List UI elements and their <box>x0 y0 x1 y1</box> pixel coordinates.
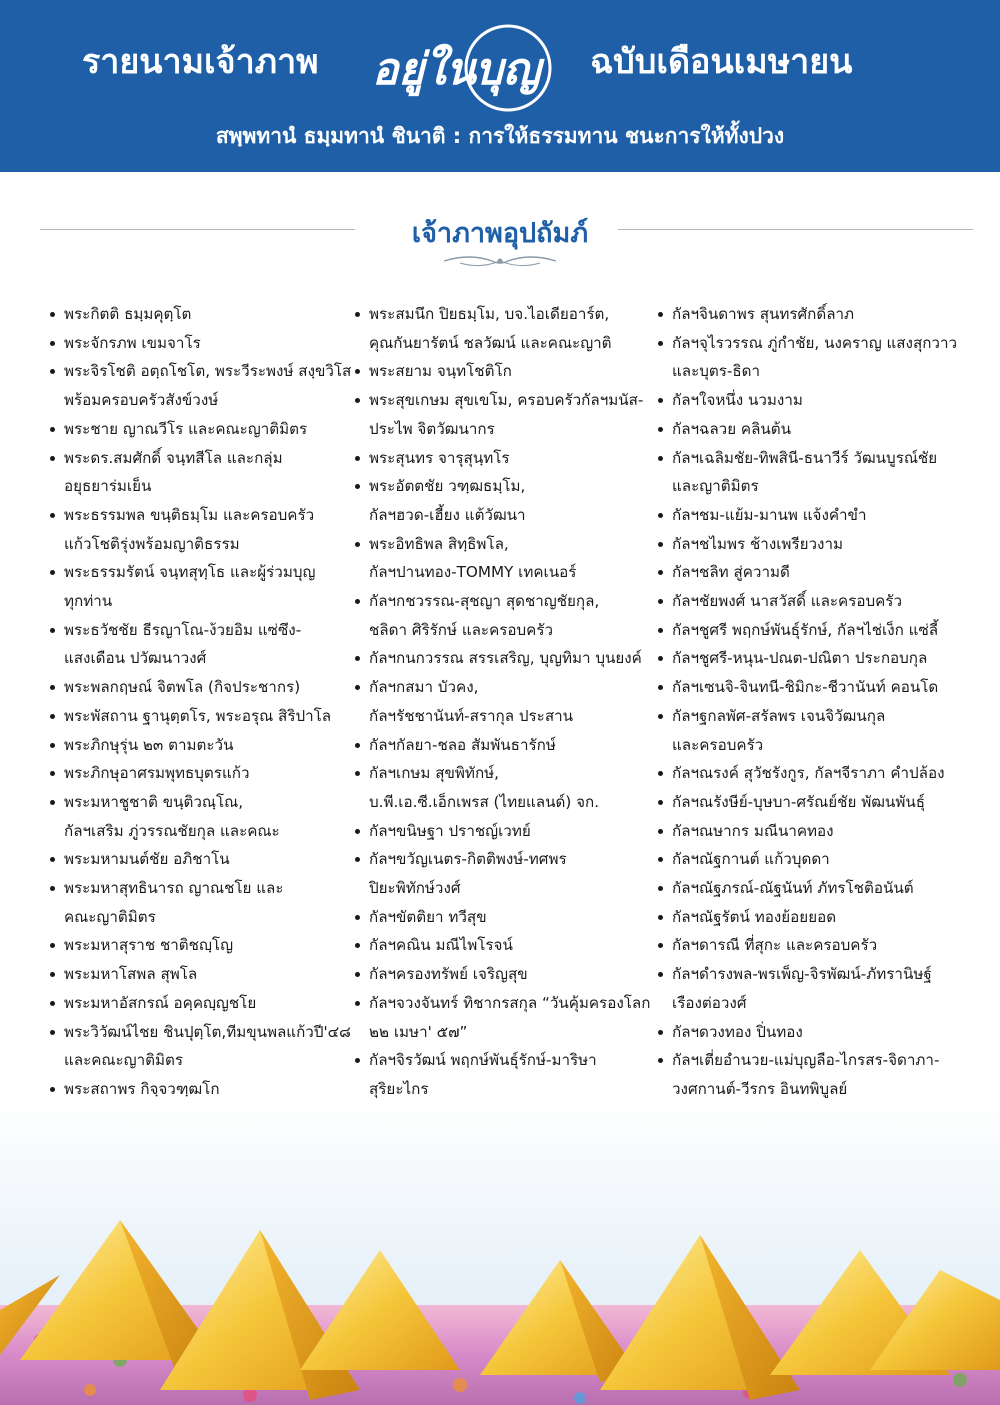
sponsor-entry-line: พระกิตติ ธมฺมคุตฺโต <box>64 305 192 323</box>
sponsor-entry <box>50 616 350 673</box>
sponsor-entry-line: กัลฯเฉลิมชัย-ทิพสินี-ธนาวีร์ วัฒนบูรณ์ชัย <box>672 448 938 467</box>
sponsor-entry-line: กัลฯขนิษฐา ปราชญ์เวทย์ <box>369 821 531 840</box>
sponsor-entry <box>50 845 350 874</box>
sponsor-entry-line: พระธรรมรัตน์ จนฺทสุทฺโธ และผู้ร่วมบุญ <box>64 563 316 582</box>
sponsor-entry-line: พระดร.สมศักดิ์ จนฺทสีโล และกลุ่ม <box>64 448 283 467</box>
svg-text:อยู่ใน: อยู่ใน <box>372 44 476 95</box>
sponsor-entry-line: กัลฯชัยพงศ์ นาสวัสดิ์ และครอบครัว <box>672 592 902 611</box>
sponsor-entry-line: พระมหาโสพล สุพโล <box>64 965 198 984</box>
sponsor-entry-line: พระสยาม จนฺทโชติโก <box>369 362 512 381</box>
sponsor-entry-line: กัลฯฐกลพัศ-สรัลพร เจนจิวัฒนกุล <box>672 706 886 725</box>
sponsor-entry-line: พระภิกษุรุ่น ๒๓ ตามตะวัน <box>64 735 234 754</box>
logo-icon <box>360 18 580 118</box>
sponsor-entry <box>355 300 655 357</box>
sponsor-entry <box>50 702 350 731</box>
sponsor-entry-line: ชลิดา ศิริรักษ์ และครอบครัว <box>369 620 554 639</box>
sponsor-entry-line: พระธรรมพล ขนฺติธมฺโม และครอบครัว <box>64 505 315 524</box>
sponsor-entry-line: พระชาย ญาณวีโร และคณะญาติมิตร <box>64 419 308 438</box>
sponsor-entry <box>658 1046 993 1103</box>
sponsor-entry <box>658 444 993 501</box>
header-title-right: ฉบับเดือนเมษายน <box>590 42 853 82</box>
sponsor-entry <box>658 788 993 817</box>
sponsor-entry-line: กัลฯกสมา บัวคง, <box>369 678 479 697</box>
sponsor-entry-line: พระพลกฤษณ์ จิตพโล (กิจประชากร) <box>64 678 301 697</box>
sponsor-entry-line: ทุกท่าน <box>64 592 113 611</box>
sponsor-entry-line: สุริยะไกร <box>369 1079 429 1098</box>
sponsor-entry <box>658 501 993 530</box>
sponsor-entry-line: พร้อมครอบครัวสังข์วงษ์ <box>64 391 219 410</box>
sponsor-entry-line: เรืองต่อวงศ์ <box>672 993 747 1012</box>
sponsor-entry <box>50 874 350 931</box>
sponsor-entry <box>355 644 655 673</box>
sponsor-entry <box>355 673 655 730</box>
sponsor-entry-line: กัลฯเกษม สุขพิทักษ์, <box>369 764 499 783</box>
sponsor-entry <box>355 960 655 989</box>
sponsor-entry-line: พระอิทธิพล สิทฺธิพโล, <box>369 534 509 553</box>
sponsor-entry <box>50 357 350 414</box>
sponsor-entry-line: พระสุขเกษม สุขเขโม, ครอบครัวกัลฯมนัส- <box>369 391 644 410</box>
sponsor-entry-line: พระวิวัฒน์ไชย ชินปุตฺโต,ทีมขุนพลแก้วปี'๔๘ <box>64 1022 351 1041</box>
sponsor-entry-line: วงศกานต์-วีรกร อินทพิบูลย์ <box>672 1079 848 1098</box>
ornament-icon <box>440 251 560 271</box>
sponsor-entry-line: แก้วโชติรุ่งพร้อมญาติธรรม <box>64 534 240 553</box>
sponsor-entry-line: กัลฯปานทอง-TOMMY เทคเนอร์ <box>369 563 577 582</box>
sponsor-entry-line: กัลฯคณิน มณีไพโรจน์ <box>369 936 513 955</box>
sponsor-entry-line: พระมหาสุราช ชาติชญฺโญ <box>64 936 234 955</box>
sponsor-entry-line: พระภิกษุอาศรมพุทธบุตรแก้ว <box>64 764 250 783</box>
sponsor-entry <box>658 558 993 587</box>
sponsor-entry <box>50 759 350 788</box>
sponsor-entry-line: กัลฯณัฐภรณ์-ณัฐนันท์ ภัทรโชติอนันต์ <box>672 879 914 898</box>
sponsor-entry <box>658 903 993 932</box>
sponsor-entry-line: พระสมนึก ปิยธมฺโม, บจ.ไอเดียอาร์ต, <box>369 305 610 323</box>
sponsor-entry <box>50 444 350 501</box>
sponsor-entry <box>658 644 993 673</box>
sponsor-entry-line: กัลฯกชวรรณ-สุชญา สุดชาญชัยกุล, <box>369 592 600 611</box>
sponsor-entry <box>355 731 655 760</box>
svg-text:บุญ: บุญ <box>475 44 541 95</box>
sponsor-entry <box>50 731 350 760</box>
sponsor-entry-line: พระมหาอัสกรณ์ อคฺคญฺญชโย <box>64 993 257 1012</box>
sponsor-entry-line: กัลฯชูศรี พฤกษ์พันธุ์รักษ์, กัลฯไช่เง็ก แซ่ลี้ <box>672 620 939 639</box>
sponsor-entry-line: พระสถาพร กิจฺจวฑฺฒโก <box>64 1079 220 1098</box>
sponsor-entry-line: กัลฯฉลวย คลินต้น <box>672 419 792 438</box>
sponsor-entry <box>50 989 350 1018</box>
sponsor-entry-line: พระมหาชูชาติ ขนฺติวณฺโณ, <box>64 792 244 811</box>
sponsor-entry-line: กัลฯเตี่ยอำนวย-แม่บุญลือ-ไกรสร-จิดาภา- <box>672 1051 940 1070</box>
sponsor-entry <box>658 817 993 846</box>
sponsor-entry <box>658 874 993 903</box>
sponsor-entry-line: กัลฯจินดาพร สุนทรศักดิ์ลาภ <box>672 305 855 323</box>
sponsor-entry <box>355 444 655 473</box>
sponsor-entry <box>355 1046 655 1103</box>
sponsor-entry-line: พระอัตตชัย วฑฺฒธมฺโม, <box>369 477 526 496</box>
sponsor-entry-line: กัลฯชลิท สู่ความดี <box>672 563 790 582</box>
sponsor-entry <box>50 960 350 989</box>
sponsor-entry <box>355 817 655 846</box>
sponsor-entry-line: กัลฯขวัญเนตร-กิตติพงษ์-ทศพร <box>369 850 567 869</box>
sponsor-entry <box>658 1018 993 1047</box>
sponsor-entry <box>355 845 655 902</box>
sponsor-entry <box>355 931 655 960</box>
sponsor-entry-line: กัลฯชูศรี-หนุน-ปณต-ปณิตา ประกอบกุล <box>672 649 928 668</box>
sponsor-entry-line: กัลฯดารณี ที่สุกะ และครอบครัว <box>672 936 878 955</box>
sponsor-entry-line: และบุตร-ธิดา <box>672 362 761 381</box>
sponsor-entry-line: ปิยะพิทักษ์วงศ์ <box>369 879 461 898</box>
sponsor-entry <box>50 1018 350 1075</box>
sponsor-entry <box>658 931 993 960</box>
sponsor-entry <box>658 616 993 645</box>
sponsor-entry <box>355 472 655 529</box>
sponsor-entry <box>658 845 993 874</box>
sponsor-entry-line: กัลฯใจหนึ่ง นวมงาม <box>672 391 803 410</box>
sponsor-list-column-1 <box>50 300 350 1104</box>
sponsor-entry <box>50 558 350 615</box>
sponsor-entry-line: กัลฯครองทรัพย์ เจริญสุข <box>369 965 528 984</box>
sponsor-entry <box>50 329 350 358</box>
sponsor-entry-line: กัลฯจวงจันทร์ ทิชากรสกุล “วันคุ้มครองโลก <box>369 993 651 1012</box>
sponsor-entry <box>50 788 350 845</box>
sponsor-entry <box>658 300 993 329</box>
sponsor-list-column-2 <box>355 300 655 1104</box>
sponsor-entry-line: อยุธยาร่มเย็น <box>64 477 152 496</box>
sponsor-entry <box>658 702 993 759</box>
sponsor-entry <box>658 673 993 702</box>
sponsor-entry-line: กัลฯกัลยา-ชลอ สัมพันธารักษ์ <box>369 735 556 754</box>
section-title: เจ้าภาพอุปถัมภ์ <box>411 218 589 249</box>
sponsor-entry-line: กัลฯชม-แย้ม-มานพ แจ้งคำขำ <box>672 505 867 524</box>
sponsor-entry-line: ๒๒ เมษา' ๕๗” <box>369 1022 468 1041</box>
sponsor-entry-line: และครอบครัว <box>672 735 764 754</box>
sponsor-entry <box>50 300 350 329</box>
sponsor-entry <box>50 415 350 444</box>
sponsor-entry-line: และญาติมิตร <box>672 477 759 496</box>
sponsor-entry <box>355 530 655 587</box>
sponsor-entry <box>658 759 993 788</box>
sponsor-entry-line: พระสุนทร จารุสุนฺทโร <box>369 448 510 467</box>
sponsor-entry-line: พระจักรภพ เขมจาโร <box>64 333 201 352</box>
sponsor-entry <box>658 415 993 444</box>
sponsor-entry-line: แสงเดือน ปวัฒนาวงศ์ <box>64 649 207 668</box>
sponsor-entry-line: กัลฯณัฐรัตน์ ทองย้อยยอด <box>672 907 837 926</box>
sponsor-entry-line: พระมหามนต์ชัย อภิชาโน <box>64 850 230 869</box>
sponsor-entry <box>658 530 993 559</box>
sponsor-entry-line: กัลฯฮวด-เฮี้ยง แต้วัฒนา <box>369 505 526 524</box>
sponsor-entry-line: กัลฯเสริม ภู่วรรณชัยกุล และคณะ <box>64 821 280 840</box>
sponsor-entry <box>658 386 993 415</box>
sponsor-entry <box>658 329 993 386</box>
sponsor-entry-line: กัลฯดำรงพล-พรเพ็ญ-จิรพัฒน์-ภัทรานิษฐ์ <box>672 965 932 984</box>
sponsor-entry <box>50 501 350 558</box>
sponsor-entry-line: กัลฯดวงทอง ปิ่นทอง <box>672 1022 803 1041</box>
sponsor-entry <box>50 931 350 960</box>
sponsor-entry <box>355 989 655 1046</box>
sponsor-entry <box>355 357 655 386</box>
sponsor-entry <box>355 587 655 644</box>
sponsor-entry-line: คุณกันยารัตน์ ชลวัฒน์ และคณะญาติ <box>369 333 612 352</box>
sponsor-entry-line: พระจิรโชติ อตฺถโชโต, พระวีระพงษ์ สงฺขวิโส <box>64 362 352 381</box>
sponsor-entry-line: และคณะญาติมิตร <box>64 1051 184 1070</box>
header-banner <box>0 0 1000 172</box>
header-title-left: รายนามเจ้าภาพ <box>82 42 319 82</box>
sponsor-entry-line: ประไพ จิตวัฒนากร <box>369 419 495 438</box>
sponsor-entry-line: กัลฯขัตติยา ทวีสุข <box>369 907 487 926</box>
header-subtitle: สพฺพทานํ ธมฺมทานํ ชินาติ : การให้ธรรมทาน ชนะการให้ทั้งปวง <box>215 124 785 148</box>
sponsor-entry-line: กัลฯรัชชานันท์-สรากุล ประสาน <box>369 706 574 725</box>
sponsor-entry-line: พระมหาสุทธินารถ ญาณชโย และ <box>64 879 284 898</box>
sponsor-entry <box>658 587 993 616</box>
sponsor-entry-line: กัลฯจิรวัฒน์ พฤกษ์พันธุ์รักษ์-มาริษา <box>369 1051 597 1070</box>
section-heading <box>0 205 1000 275</box>
sponsor-entry-line: พระพัสถาน ฐานุตฺตโร, พระอรุณ สิริปาโล <box>64 706 332 725</box>
sponsor-list-column-3 <box>658 300 993 1104</box>
magazine-logo <box>360 18 580 118</box>
sponsor-entry-line: คณะญาติมิตร <box>64 907 156 926</box>
sponsor-entry-line: กัลฯณรงค์ สุวัชรังกูร, กัลฯจีราภา คำปล้อง <box>672 764 945 783</box>
sponsor-entry-line: กัลฯณษากร มณีนาคทอง <box>672 821 834 840</box>
sponsor-entry-line: กัลฯณัฐกานต์ แก้วบุดดา <box>672 850 830 869</box>
sponsor-entry <box>355 386 655 443</box>
pyramid-field-illustration <box>0 1100 1000 1405</box>
sponsor-entry-line: บ.พี.เอ.ซี.เอ็กเพรส (ไทยแลนด์) จก. <box>369 792 600 811</box>
sponsor-entry-line: กัลฯชไมพร ช้างเพรียวงาม <box>672 534 843 553</box>
sponsor-entry <box>355 903 655 932</box>
sponsor-entry <box>355 759 655 816</box>
sponsor-entry-line: กัลฯเซนจิ-จินทนี-ชิมิกะ-ชีวานันท์ คอนโด <box>672 678 939 697</box>
sponsor-entry-line: กัลฯจุไรวรรณ ภู่กำชัย, นงคราญ แสงสุกวาว <box>672 333 958 352</box>
sponsor-entry-line: พระธวัชชัย ธีรญาโณ-ง้วยอิม แซ่ซึง- <box>64 620 302 639</box>
sponsor-entry-line: กัลฯกนกวรรณ สรรเสริญ, บุญทิมา บุนยงค์ <box>369 649 642 668</box>
sponsor-entry <box>50 673 350 702</box>
sponsor-entry-line: กัลฯณรังษีย์-บุษบา-ศรัณย์ชัย พัฒนพันธุ์ <box>672 792 925 811</box>
sponsor-entry <box>658 960 993 1017</box>
